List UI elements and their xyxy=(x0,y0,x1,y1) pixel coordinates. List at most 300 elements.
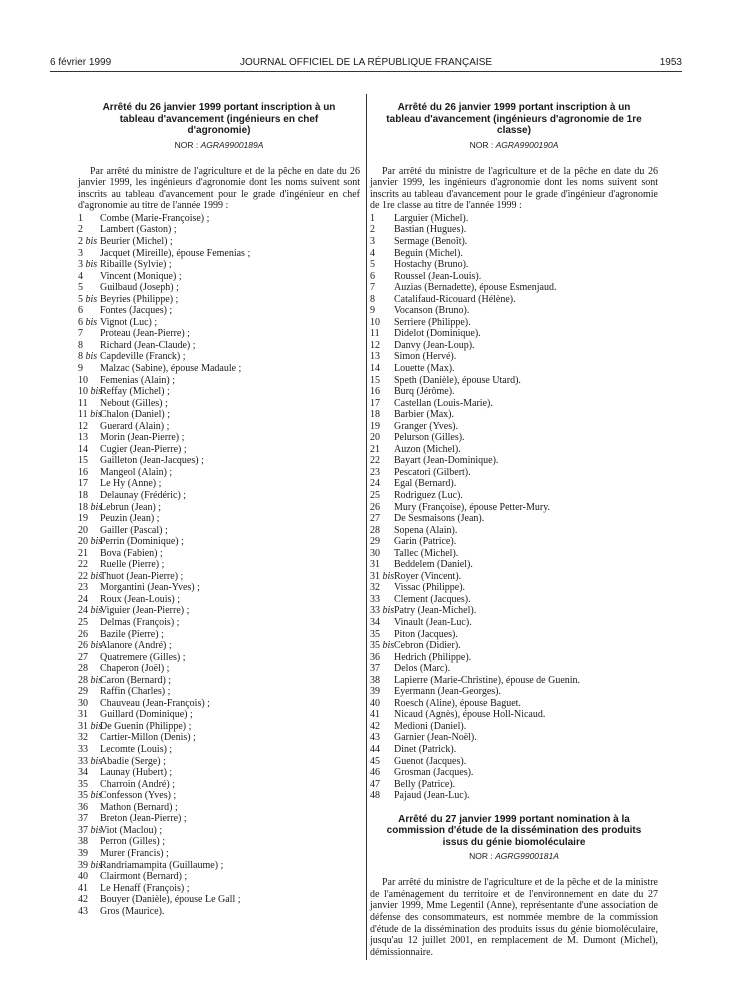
list-item xyxy=(78,871,360,883)
list-item xyxy=(370,698,658,710)
list-item xyxy=(78,640,360,652)
nor-reference xyxy=(78,140,360,150)
bis-marker: bis xyxy=(90,755,103,767)
list-item xyxy=(370,432,658,444)
entry-number: 40 xyxy=(370,697,380,709)
entry-name: Ribaille (Sylvie) ; xyxy=(100,259,172,271)
entry-name: Garnier (Jean-Noël). xyxy=(394,732,477,744)
entry-name: Didelot (Dominique). xyxy=(394,328,481,340)
entry-name: De Guenin (Philippe) ; xyxy=(100,720,192,732)
entry-number: 23 xyxy=(370,466,380,478)
list-item xyxy=(370,294,658,306)
list-item xyxy=(370,744,658,756)
entry-name: Burq (Jérôme). xyxy=(394,386,455,398)
bis-marker: bis xyxy=(85,316,98,328)
entry-number: 18 xyxy=(78,490,88,501)
entry-name: Roesch (Aline), épouse Baguet. xyxy=(394,697,521,709)
entry-number: 5 xyxy=(370,259,375,271)
list-item xyxy=(78,686,360,698)
list-item xyxy=(78,513,360,525)
entry-number: 20 bis xyxy=(78,536,103,548)
entry-number: 39 bis xyxy=(78,859,103,871)
entry-name: Perrin (Dominique) ; xyxy=(100,536,184,548)
list-item xyxy=(78,282,360,294)
list-item xyxy=(78,790,360,802)
list-item xyxy=(370,502,658,514)
entry-name: Thuot (Jean-Pierre) ; xyxy=(100,570,184,582)
list-item xyxy=(370,640,658,652)
entry-name: Le Henaff (François) ; xyxy=(100,882,190,894)
list-item xyxy=(78,848,360,860)
entry-name: Chaperon (Joël) ; xyxy=(100,663,170,675)
list-item xyxy=(370,455,658,467)
list-item xyxy=(370,536,658,548)
list-item xyxy=(370,409,658,421)
entry-name: Lambert (Gaston) ; xyxy=(100,224,177,236)
list-item xyxy=(370,525,658,537)
list-item xyxy=(78,351,360,363)
entry-name: Sermage (Benoît). xyxy=(394,235,468,247)
entry-number: 17 xyxy=(370,397,380,409)
entry-number: 11 xyxy=(370,328,380,340)
list-item xyxy=(78,721,360,733)
bis-marker: bis xyxy=(90,824,103,836)
list-item xyxy=(78,525,360,537)
entry-number: 8 bis xyxy=(78,351,98,363)
entry-name: Serriere (Philippe). xyxy=(394,316,471,328)
entry-name: Confesson (Yves) ; xyxy=(100,790,177,802)
entry-name: Clairmont (Bernard) ; xyxy=(100,871,188,883)
entry-name: Speth (Danièle), épouse Utard). xyxy=(394,374,521,386)
list-item xyxy=(78,605,360,617)
entry-name: Combe (Marie-Françoise) ; xyxy=(100,212,210,224)
list-item xyxy=(78,444,360,456)
nor-reference xyxy=(370,851,658,861)
entry-name: Danvy (Jean-Loup). xyxy=(394,339,475,351)
entry-number: 33 xyxy=(370,593,380,605)
entry-number: 24 xyxy=(370,478,380,490)
entry-name: Sopena (Alain). xyxy=(394,524,458,536)
entry-number: 1 xyxy=(78,212,83,224)
entry-number: 31 bis xyxy=(78,720,103,732)
entry-name: Roux (Jean-Louis) ; xyxy=(100,593,180,605)
entry-name: Lebrun (Jean) ; xyxy=(100,501,162,513)
entry-number: 4 xyxy=(78,270,83,282)
entry-number: 26 xyxy=(78,628,88,640)
entry-name: Pelurson (Gilles). xyxy=(394,432,465,444)
list-item xyxy=(78,340,360,352)
list-item xyxy=(78,409,360,421)
list-item xyxy=(370,328,658,340)
entry-number: 42 xyxy=(370,720,380,732)
list-item xyxy=(78,490,360,502)
list-item xyxy=(370,282,658,294)
list-item xyxy=(370,351,658,363)
list-item xyxy=(370,709,658,721)
list-item xyxy=(78,398,360,410)
entry-name: Nebout (Gilles) ; xyxy=(100,397,168,409)
entry-number: 36 xyxy=(78,801,88,813)
list-item xyxy=(370,582,658,594)
entry-number: 33 bis xyxy=(370,605,395,617)
bis-marker: bis xyxy=(90,640,103,652)
entry-number: 15 xyxy=(370,374,380,386)
entry-number: 22 xyxy=(78,559,88,571)
entry-name: Gailler (Pascal) ; xyxy=(100,524,168,536)
entry-number: 4 xyxy=(370,247,375,259)
list-item xyxy=(370,790,658,802)
list-item xyxy=(370,559,658,571)
entry-number: 3 xyxy=(370,235,375,247)
list-item xyxy=(78,883,360,895)
entry-number: 3 bis xyxy=(78,259,98,271)
list-item xyxy=(78,236,360,248)
entry-number: 29 xyxy=(370,536,380,548)
list-item xyxy=(78,328,360,340)
bis-marker: bis xyxy=(382,640,395,652)
list-item xyxy=(78,767,360,779)
list-item xyxy=(78,709,360,721)
list-item xyxy=(78,582,360,594)
entry-name: Belly (Patrice). xyxy=(394,778,456,790)
entry-name: Caron (Bernard) ; xyxy=(100,674,172,686)
entry-name: Egal (Bernard). xyxy=(394,478,457,490)
entry-number: 15 xyxy=(78,455,88,467)
entry-number: 9 xyxy=(78,362,83,374)
entry-name: Granger (Yves). xyxy=(394,420,458,432)
entry-name: Guerard (Alain) ; xyxy=(100,420,170,432)
list-item xyxy=(370,756,658,768)
entry-name: Eyermann (Jean-Georges). xyxy=(394,686,501,698)
entry-number: 28 xyxy=(370,524,380,536)
entry-number: 33 bis xyxy=(78,755,103,767)
list-item xyxy=(78,675,360,687)
entry-name: Patry (Jean-Michel). xyxy=(394,605,477,617)
entry-number: 38 xyxy=(78,836,88,848)
list-item xyxy=(78,548,360,560)
entry-name: Auzon (Michel). xyxy=(394,443,461,455)
entry-number: 17 xyxy=(78,478,88,490)
entry-name: Cugier (Jean-Pierre) ; xyxy=(100,443,187,455)
entry-name: Bazile (Pierre) ; xyxy=(100,628,164,640)
entry-number: 23 xyxy=(78,582,88,594)
list-item xyxy=(370,363,658,375)
entry-number: 45 xyxy=(370,755,380,767)
entry-number: 2 xyxy=(370,224,375,236)
list-item xyxy=(370,386,658,398)
entry-number: 20 xyxy=(370,432,380,444)
entry-number: 19 xyxy=(78,513,88,525)
entry-number: 10 xyxy=(370,316,380,328)
entry-number: 14 xyxy=(78,443,88,455)
entry-name: Catalifaud-Ricouard (Hélène). xyxy=(394,293,516,305)
entry-name: Rodriguez (Luc). xyxy=(394,490,463,501)
entry-number: 21 xyxy=(370,443,380,455)
list-item xyxy=(370,652,658,664)
entry-name: Viguier (Jean-Pierre) ; xyxy=(100,605,190,617)
entry-name: Grosman (Jacques). xyxy=(394,767,474,779)
list-item xyxy=(370,444,658,456)
list-item xyxy=(78,375,360,387)
decree-body: Par arrêté du ministre de l'agriculture et de la pêche et de la ministre de l'aménagement du territoire et de l'environnement en date du 27 janvier 1999, Mme Legentil (Anne), représentante d'une association de défense des consommateurs, est nommée membre de la commission d'étude de la dissémination des produits issus du génie biomoléculaire, jusqu'au 12 juillet 2001, en remplacement de M. Dumont (Michel), démissionnaire. xyxy=(370,877,658,958)
entry-number: 2 bis xyxy=(78,235,98,247)
entry-name: Le Hy (Anne) ; xyxy=(100,478,162,490)
entry-number: 36 xyxy=(370,651,380,663)
entry-name: Quatremere (Gilles) ; xyxy=(100,651,186,663)
entry-number: 26 xyxy=(370,501,380,513)
list-item xyxy=(370,732,658,744)
entry-number: 28 bis xyxy=(78,674,103,686)
list-item xyxy=(78,224,360,236)
entry-name: Beyries (Philippe) ; xyxy=(100,293,179,305)
list-item xyxy=(78,825,360,837)
list-item xyxy=(78,698,360,710)
entry-name: Bayart (Jean-Dominique). xyxy=(394,455,499,467)
entry-name: Chalon (Daniel) ; xyxy=(100,409,170,421)
entry-name: Femenias (Alain) ; xyxy=(100,374,175,386)
entry-number: 29 xyxy=(78,686,88,698)
entry-number: 42 xyxy=(78,894,88,906)
list-item xyxy=(78,305,360,317)
entry-name: Raffin (Charles) ; xyxy=(100,686,171,698)
bis-marker: bis xyxy=(90,790,103,802)
list-item xyxy=(78,813,360,825)
list-item xyxy=(370,317,658,329)
list-item xyxy=(78,363,360,375)
bis-marker: bis xyxy=(85,235,98,247)
bis-marker: bis xyxy=(90,386,103,398)
entry-number: 18 xyxy=(370,409,380,421)
entry-number: 34 xyxy=(370,617,380,629)
entry-number: 28 xyxy=(78,663,88,675)
entry-number: 37 bis xyxy=(78,824,103,836)
header-journal-title: JOURNAL OFFICIEL DE LA RÉPUBLIQUE FRANÇAISE xyxy=(239,57,493,68)
entry-name: Richard (Jean-Claude) ; xyxy=(100,339,196,351)
entry-number: 10 bis xyxy=(78,386,103,398)
list-item xyxy=(78,802,360,814)
list-item xyxy=(370,779,658,791)
entry-number: 43 xyxy=(370,732,380,744)
list-item xyxy=(78,629,360,641)
entry-number: 1 xyxy=(370,212,375,224)
entry-name: Bova (Fabien) ; xyxy=(100,547,163,559)
entry-number: 31 xyxy=(78,709,88,721)
nor-code: AGRA9900190A xyxy=(495,139,559,150)
list-item xyxy=(78,571,360,583)
list-item xyxy=(78,455,360,467)
list-item xyxy=(370,548,658,560)
entry-name: Murer (Francis) ; xyxy=(100,847,169,859)
entry-number: 16 xyxy=(78,466,88,478)
list-item xyxy=(78,294,360,306)
entry-name: Capdeville (Franck) ; xyxy=(100,351,186,363)
entry-name: Vinault (Jean-Luc). xyxy=(394,617,472,629)
entry-number: 26 bis xyxy=(78,640,103,652)
entry-number: 33 xyxy=(78,744,88,756)
entry-name: Beddelem (Daniel). xyxy=(394,559,473,571)
entry-number: 12 xyxy=(78,420,88,432)
nor-code: AGRA9900189A xyxy=(200,139,264,150)
bis-marker: bis xyxy=(90,720,103,732)
entry-name: Guilbaud (Joseph) ; xyxy=(100,282,179,294)
decree-intro: Par arrêté du ministre de l'agriculture et de la pêche en date du 26 janvier 1999, les ingénieurs d'agronomie dont les noms suivent sont inscrits au tableau d'avancement pour le grade d'ingénieur d'agronomie de 1re classe au titre de l'année 1999 : xyxy=(370,165,658,212)
decree-title: Arrêté du 26 janvier 1999 portant inscription à un tableau d'avancement (ingénieurs en chef d'agronomie) xyxy=(102,102,336,136)
decree-title: Arrêté du 27 janvier 1999 portant nomination à la commission d'étude de la dissémination des produits issus du génie biomoléculaire xyxy=(386,813,642,848)
list-item xyxy=(370,721,658,733)
entry-name: Tallec (Michel). xyxy=(394,547,459,559)
entry-name: Mangeol (Alain) ; xyxy=(100,466,173,478)
list-item xyxy=(78,652,360,664)
list-item xyxy=(370,375,658,387)
entry-name: Guillard (Dominique) ; xyxy=(100,709,193,721)
list-item xyxy=(370,767,658,779)
entry-number: 40 xyxy=(78,871,88,883)
list-item xyxy=(370,236,658,248)
entry-number: 8 xyxy=(370,293,375,305)
list-item xyxy=(78,860,360,872)
entry-name: Randriamampita (Guillaume) ; xyxy=(100,859,224,871)
bis-marker: bis xyxy=(85,351,98,363)
list-item xyxy=(78,259,360,271)
entry-name: Vissac (Philippe). xyxy=(394,582,466,594)
entry-number: 34 xyxy=(78,767,88,779)
bis-marker: bis xyxy=(85,259,98,271)
entry-name: Royer (Vincent). xyxy=(394,570,462,582)
entry-number: 18 bis xyxy=(78,501,103,513)
entry-number: 2 xyxy=(78,224,83,236)
list-item xyxy=(370,305,658,317)
entry-name: Delos (Marc). xyxy=(394,663,451,675)
entry-name: Ruelle (Pierre) ; xyxy=(100,559,165,571)
decree-intro: Par arrêté du ministre de l'agriculture et de la pêche en date du 26 janvier 1999, les ingénieurs d'agronomie dont les noms suivent sont inscrits au tableau d'avancement pour le grade d'ingénieur en chef d'agronomie au titre de l'année 1999 : xyxy=(78,165,360,212)
list-item xyxy=(370,629,658,641)
entry-name: Larguier (Michel). xyxy=(394,212,469,224)
entry-number: 37 xyxy=(78,813,88,825)
entry-name: Castellan (Louis-Marie). xyxy=(394,397,493,409)
bis-marker: bis xyxy=(90,501,103,513)
list-item xyxy=(370,617,658,629)
header-rule xyxy=(50,71,682,72)
entry-number: 20 xyxy=(78,524,88,536)
entry-number: 31 bis xyxy=(370,570,395,582)
list-item xyxy=(78,213,360,225)
entry-name: Louette (Max). xyxy=(394,362,455,374)
entry-name: Beurier (Michel) ; xyxy=(100,235,173,247)
entry-name: Medioni (Daniel). xyxy=(394,720,467,732)
entry-number: 24 xyxy=(78,593,88,605)
list-item xyxy=(370,467,658,479)
entry-number: 5 xyxy=(78,282,83,294)
entry-name: Cebron (Didier). xyxy=(394,640,461,652)
list-item xyxy=(78,894,360,906)
entry-number: 41 xyxy=(370,709,380,721)
entry-number: 39 xyxy=(78,847,88,859)
nor-label: NOR : xyxy=(174,139,199,150)
entry-name: Delmas (François) ; xyxy=(100,617,180,629)
entry-number: 43 xyxy=(78,905,88,917)
entry-name: Peuzin (Jean) ; xyxy=(100,513,160,525)
entry-name: Alanore (André) ; xyxy=(100,640,172,652)
entry-number: 32 xyxy=(78,732,88,744)
entry-number: 30 xyxy=(78,697,88,709)
header-date: 6 février 1999 xyxy=(50,57,112,68)
bis-marker: bis xyxy=(85,293,98,305)
entry-number: 30 xyxy=(370,547,380,559)
entry-name: Bastian (Hugues). xyxy=(394,224,467,236)
entry-name: Breton (Jean-Pierre) ; xyxy=(100,813,187,825)
entry-name: Clement (Jacques). xyxy=(394,593,471,605)
bis-marker: bis xyxy=(90,409,102,421)
entry-name: Reffay (Michel) ; xyxy=(100,386,170,398)
entry-name: De Sesmaisons (Jean). xyxy=(394,513,485,525)
decree-title: Arrêté du 26 janvier 1999 portant inscription à un tableau d'avancement (ingénieurs d'agronomie de 1re classe) xyxy=(386,102,642,136)
list-item xyxy=(370,478,658,490)
list-item xyxy=(78,317,360,329)
list-item xyxy=(370,686,658,698)
entry-number: 3 xyxy=(78,247,83,259)
entry-name: Charroin (André) ; xyxy=(100,778,175,790)
entry-name: Malzac (Sabine), épouse Madaule ; xyxy=(100,362,242,374)
list-item xyxy=(78,594,360,606)
entry-number: 22 bis xyxy=(78,570,103,582)
entry-name: Jacquet (Mireille), épouse Femenias ; xyxy=(100,247,251,259)
entry-name: Cartier-Millon (Denis) ; xyxy=(100,732,196,744)
list-item xyxy=(370,675,658,687)
entry-name: Beguin (Michel). xyxy=(394,247,463,259)
entry-name: Roussel (Jean-Louis). xyxy=(394,270,482,282)
entry-number: 37 xyxy=(370,663,380,675)
list-item xyxy=(78,732,360,744)
page-header xyxy=(50,57,682,71)
entry-number: 6 xyxy=(370,270,375,282)
list-item xyxy=(370,421,658,433)
list-item xyxy=(370,259,658,271)
entry-name: Piton (Jacques). xyxy=(394,628,458,640)
entry-number: 6 xyxy=(78,305,83,317)
entry-name: Mury (Françoise), épouse Petter-Mury. xyxy=(394,501,551,513)
entry-name: Vocanson (Bruno). xyxy=(394,305,470,317)
list-item xyxy=(370,271,658,283)
entry-name: Dinet (Patrick). xyxy=(394,744,457,756)
list-item xyxy=(78,836,360,848)
entry-name: Fontes (Jacques) ; xyxy=(100,305,173,317)
entry-name: Delaunay (Frédéric) ; xyxy=(100,490,187,501)
entry-name: Simon (Hervé). xyxy=(394,351,457,363)
entry-number: 14 xyxy=(370,362,380,374)
bis-marker: bis xyxy=(90,674,103,686)
list-item xyxy=(370,594,658,606)
entry-name: Pajaud (Jean-Luc). xyxy=(394,790,470,802)
list-item xyxy=(370,571,658,583)
list-item xyxy=(78,536,360,548)
column-divider xyxy=(366,94,367,960)
entry-name: Hostachy (Bruno). xyxy=(394,259,469,271)
entry-number: 44 xyxy=(370,744,380,756)
entry-name: Guenot (Jacques). xyxy=(394,755,467,767)
entry-name: Auzias (Bernadette), épouse Esmenjaud. xyxy=(394,282,557,294)
entry-number: 31 xyxy=(370,559,380,571)
list-item xyxy=(78,663,360,675)
list-item xyxy=(370,224,658,236)
entry-number: 7 xyxy=(370,282,375,294)
entry-number: 6 bis xyxy=(78,316,98,328)
entry-number: 39 xyxy=(370,686,380,698)
entry-number: 11 xyxy=(78,397,88,409)
entry-number: 7 xyxy=(78,328,83,340)
nor-label: NOR : xyxy=(469,851,493,862)
entry-name: Proteau (Jean-Pierre) ; xyxy=(100,328,190,340)
entry-number: 38 xyxy=(370,674,380,686)
